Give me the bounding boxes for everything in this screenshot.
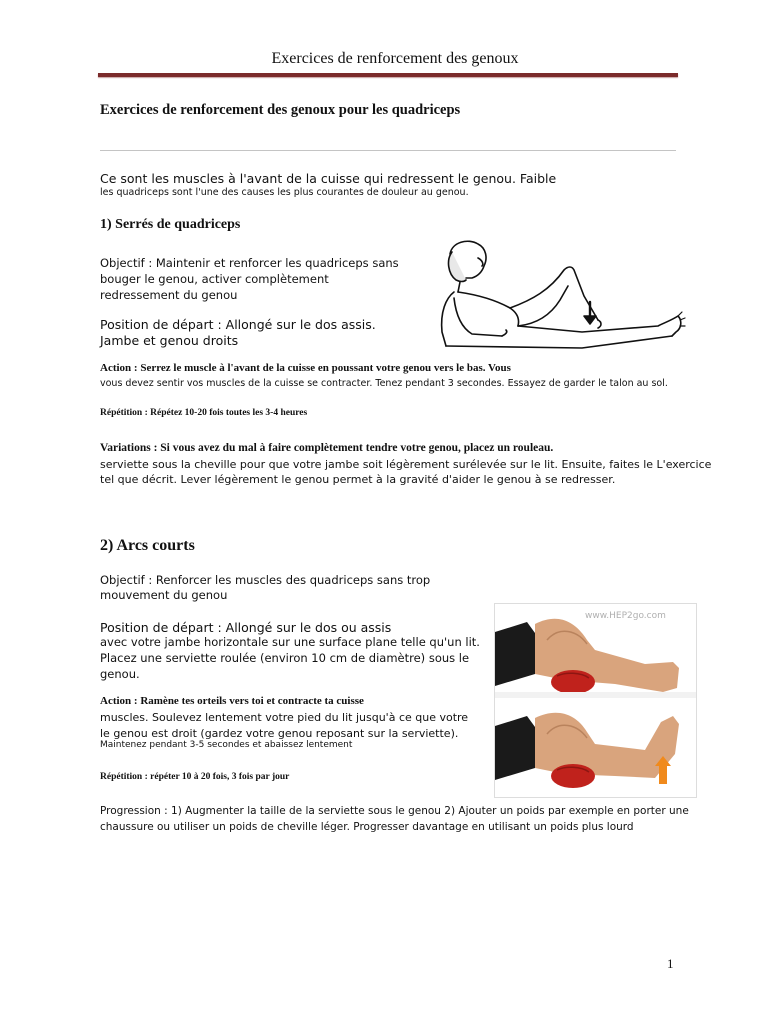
section2-repetition: Répétition : répéter 10 à 20 fois, 3 fois par jour xyxy=(100,772,290,782)
section1-heading: 1) Serrés de quadriceps xyxy=(100,217,241,232)
title-rule xyxy=(100,150,676,151)
page-number: 1 xyxy=(667,956,674,971)
section1-action-bold: Action : Serrez le muscle à l'avant de la cuisse en poussant votre genou vers le bas. Vous xyxy=(100,362,511,374)
photo-watermark: www.HEP2go.com xyxy=(585,611,666,621)
document-title: Exercices de renforcement des genoux pour les quadriceps xyxy=(100,102,461,118)
section2-objective: Objectif : Renforcer les muscles des quadriceps sans trop mouvement du genou xyxy=(100,573,431,602)
section1-objective: Objectif : Maintenir et renforcer les quadriceps sans bouger le genou, activer complètement redressement du genou xyxy=(100,256,399,302)
header-rule xyxy=(98,73,678,77)
section2-progression: Progression : 1) Augmenter la taille de la serviette sous le genou 2) Ajouter un poids par exemple en porter une chaussure ou utiliser un poids de cheville léger. Progresser davantage en utilisant un poids plus lourd xyxy=(100,805,689,833)
section1-variations-text: serviette sous la cheville pour que votre jambe soit légèrement surélevée sur le lit. Ensuite, faites le L'exercice tel que décrit. Lever légèrement le genou permet à la gravité d'aider le genou à se redresser. xyxy=(100,458,712,486)
section1-action-text: vous devez sentir vos muscles de la cuisse se contracter. Tenez pendant 3 secondes. Essayez de garder le talon au sol. xyxy=(100,378,668,389)
header-title: Exercices de renforcement des genoux xyxy=(271,50,519,67)
section2-heading: 2) Arcs courts xyxy=(100,537,195,554)
intro-line-2: les quadriceps sont l'une des causes les plus courantes de douleur au genou. xyxy=(100,187,469,198)
section2-action-bold: Action : Ramène tes orteils vers toi et contracte ta cuisse xyxy=(100,695,364,707)
section2-position-title: Position de départ : Allongé sur le dos ou assis xyxy=(100,620,392,635)
section2-position-text: avec votre jambe horizontale sur une surface plane telle qu'un lit. Placez une serviette roulée (environ 10 cm de diamètre) sous le genou. xyxy=(100,635,480,681)
section2-action-hold: Maintenez pendant 3-5 secondes et abaissez lentement xyxy=(100,740,353,750)
section1-position: Position de départ : Allongé sur le dos assis. Jambe et genou droits xyxy=(100,317,376,348)
short-arc-photo xyxy=(494,603,697,798)
intro-line-1: Ce sont les muscles à l'avant de la cuisse qui redressent le genou. Faible xyxy=(100,171,557,186)
section1-repetition: Répétition : Répétez 10-20 fois toutes les 3-4 heures xyxy=(100,408,308,418)
quad-set-illustration xyxy=(432,236,690,354)
section1-variations-bold: Variations : Si vous avez du mal à faire complètement tendre votre genou, placez un rouleau. xyxy=(100,442,554,454)
section2-action-text: muscles. Soulevez lentement votre pied du lit jusqu'à ce que votre le genou est droit (gardez votre genou reposant sur la serviette). xyxy=(100,711,469,740)
